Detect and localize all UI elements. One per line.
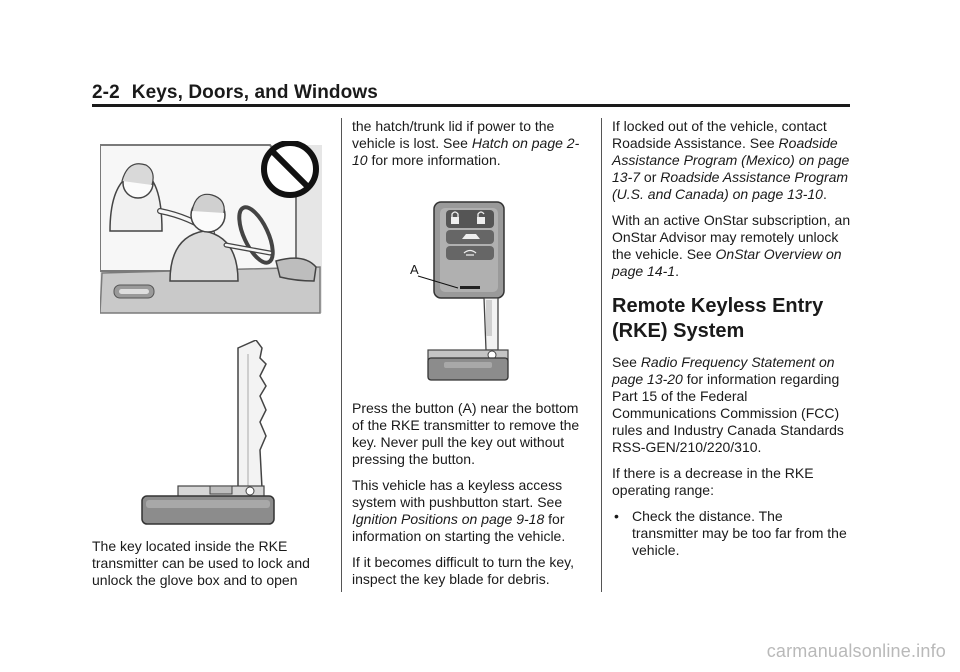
page-title [92, 82, 850, 104]
section-heading-rke: Remote Keyless Entry (RKE) System [612, 295, 824, 342]
hatch-paragraph: the hatch/trunk lid if power to the vehicle is lost. See Hatch on page 2-10 for more information. [352, 118, 580, 168]
roadside-us-canada-reference: Roadside Assistance Program (U.S. and Canada) on page 13-10 [612, 169, 849, 202]
bullet-icon: • [614, 508, 619, 524]
bullet-item: • Check the distance. The transmitter may be too far from the vehicle. [614, 508, 847, 558]
watermark: carmanualsonline.info [766, 641, 946, 661]
column-3 [612, 118, 852, 568]
page-number: 2-2 [92, 82, 120, 103]
column-divider-1 [341, 118, 342, 592]
roadside-mexico-reference: Roadside Assistance Program (Mexico) on page 13-7 [612, 135, 850, 185]
key-caption: The key located inside the RKE transmitter can be used to lock and unlock the glove box and to open [92, 538, 310, 588]
range-decrease-paragraph: If there is a decrease in the RKE operating range: [612, 465, 814, 498]
radio-frequency-reference: Radio Frequency Statement on page 13-20 [612, 354, 835, 387]
column-2 [352, 118, 592, 178]
keyless-access-paragraph: This vehicle has a keyless access system with pushbutton start. See Ignition Positions on page 9-18 for information on starting the vehicle. [352, 477, 566, 544]
mechanical-key-illustration [140, 340, 276, 526]
chapter-title: Keys, Doors, and Windows [131, 82, 378, 103]
column-1 [92, 538, 332, 598]
onstar-paragraph: With an active OnStar subscription, an OnStar Advisor may remotely unlock the vehicle. See OnStar Overview on page 14-1. [612, 212, 851, 279]
column-2-lower [352, 400, 592, 597]
difficult-key-paragraph: If it becomes difficult to turn the key, inspect the key blade for debris. [352, 554, 575, 587]
ignition-reference: Ignition Positions on page 9-18 [352, 511, 545, 527]
remove-key-paragraph: Press the button (A) near the bottom of the RKE transmitter to remove the key. Never pull the key out without pressing the button. [352, 400, 580, 467]
header-rule [92, 104, 850, 107]
children-in-vehicle-illustration [100, 141, 322, 315]
callout-label-a: A [410, 262, 419, 277]
rke-transmitter-illustration [400, 200, 510, 382]
column-divider-2 [601, 118, 602, 592]
page-header [92, 82, 850, 104]
locked-out-paragraph: If locked out of the vehicle, contact Roadside Assistance. See Roadside Assistance Program (Mexico) on page 13-7 or Roadside Assistance Program (U.S. and Canada) on page 13-10. [612, 118, 850, 202]
hatch-reference: Hatch on page 2-10 [352, 135, 580, 168]
radio-frequency-paragraph: See Radio Frequency Statement on page 13-20 for information regarding Part 15 of the Federal Communications Commission (FCC) rules and Industry Canada Standards RSS-GEN/210/220/310. [612, 354, 844, 455]
onstar-reference: OnStar Overview on page 14-1 [612, 246, 842, 279]
prohibition-icon [264, 143, 316, 195]
